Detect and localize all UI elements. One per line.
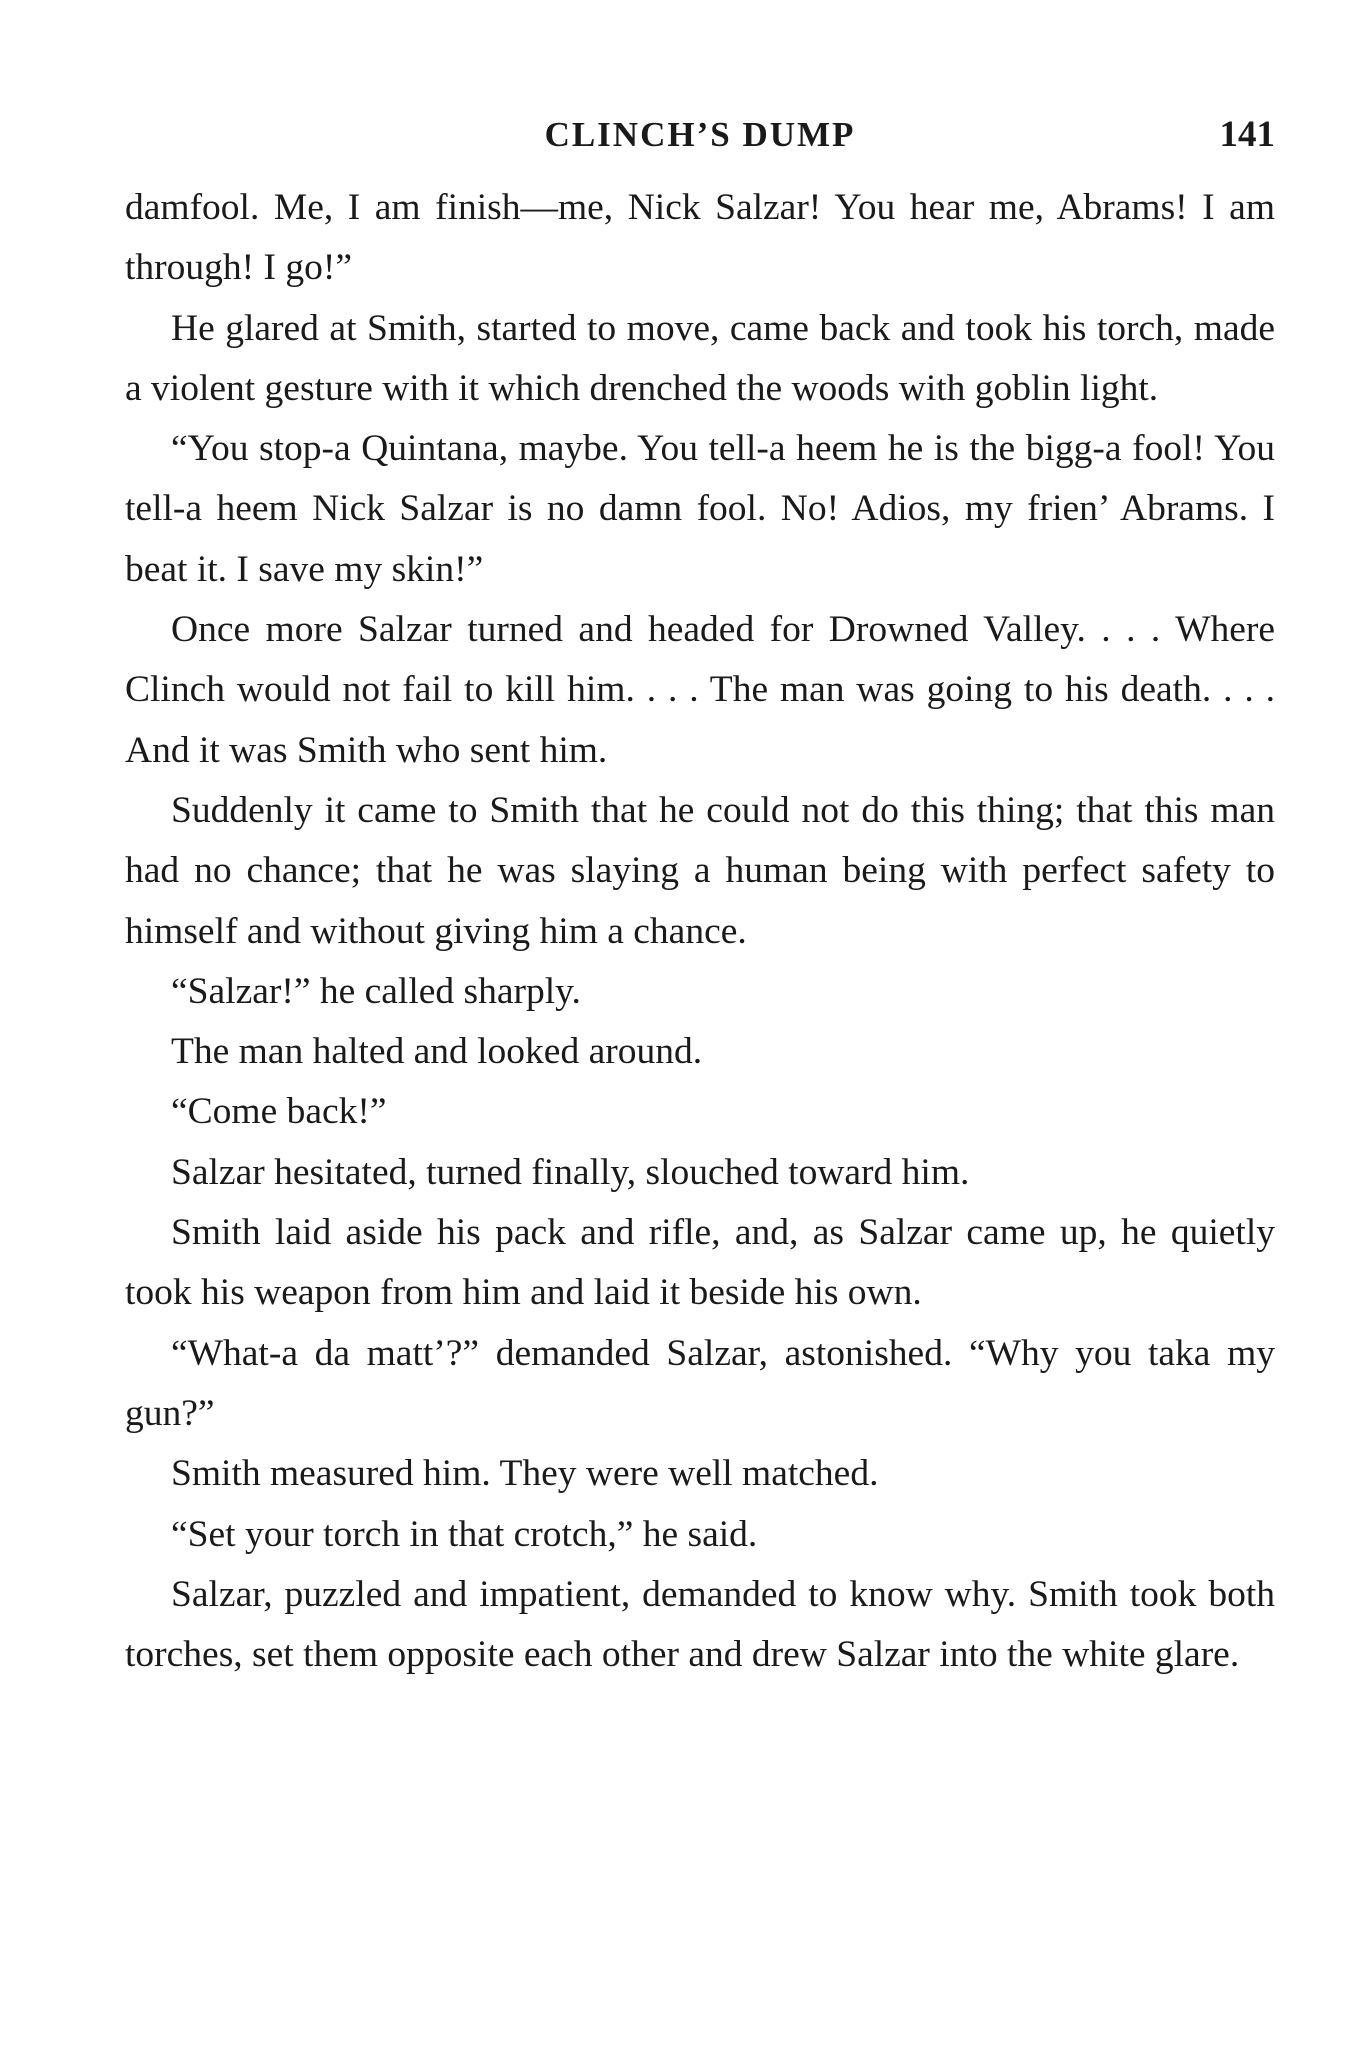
paragraph: Smith measured him. They were well matched. — [171, 1453, 879, 1495]
paragraph: Suddenly it came to Smith that he could not do this thing; that this man had no chance; that he was slaying a human being with perfect safety to himself and without giving him a chance. — [125, 789, 1275, 952]
paragraph: “Come back!” — [171, 1091, 387, 1133]
body-text — [125, 178, 1275, 1685]
paragraph: “Salzar!” he called sharply. — [171, 970, 581, 1012]
paragraph: “You stop-a Quintana, maybe. You tell-a heem he is the bigg-a fool! You tell-a heem Nick Salzar is no damn fool. No! Adios, my frien’ Abrams. I beat it. I save my skin!” — [125, 428, 1275, 590]
paragraph: He glared at Smith, started to move, came back and took his torch, made a violent gesture with it which drenched the woods with goblin light. — [125, 307, 1275, 409]
paragraph: Smith laid aside his pack and rifle, and, as Salzar came up, he quietly took his weapon from him and laid it beside his own. — [125, 1212, 1275, 1314]
paragraph: Salzar hesitated, turned finally, slouched toward him. — [171, 1151, 970, 1193]
paragraph: damfool. Me, I am finish—me, Nick Salzar! You hear me, Abrams! I am through! I go!” — [125, 187, 1275, 289]
paragraph: Salzar, puzzled and impatient, demanded to know why. Smith took both torches, set them opposite each other and drew Salzar into the white glare. — [125, 1573, 1275, 1676]
running-title: CLINCH’S DUMP — [544, 115, 856, 154]
paragraph: Once more Salzar turned and headed for Drowned Valley. . . . Where Clinch would not fail to kill him. . . . The man was going to his death. . . . And it was Smith who sent him. — [125, 609, 1275, 771]
paragraph: “What-a da matt’?” demanded Salzar, astonished. “Why you taka my gun?” — [125, 1332, 1275, 1434]
page-number: 141 — [1219, 114, 1275, 155]
running-head — [125, 105, 1275, 165]
paragraph: “Set your torch in that crotch,” he said. — [171, 1513, 758, 1555]
paragraph: The man halted and looked around. — [171, 1031, 703, 1073]
